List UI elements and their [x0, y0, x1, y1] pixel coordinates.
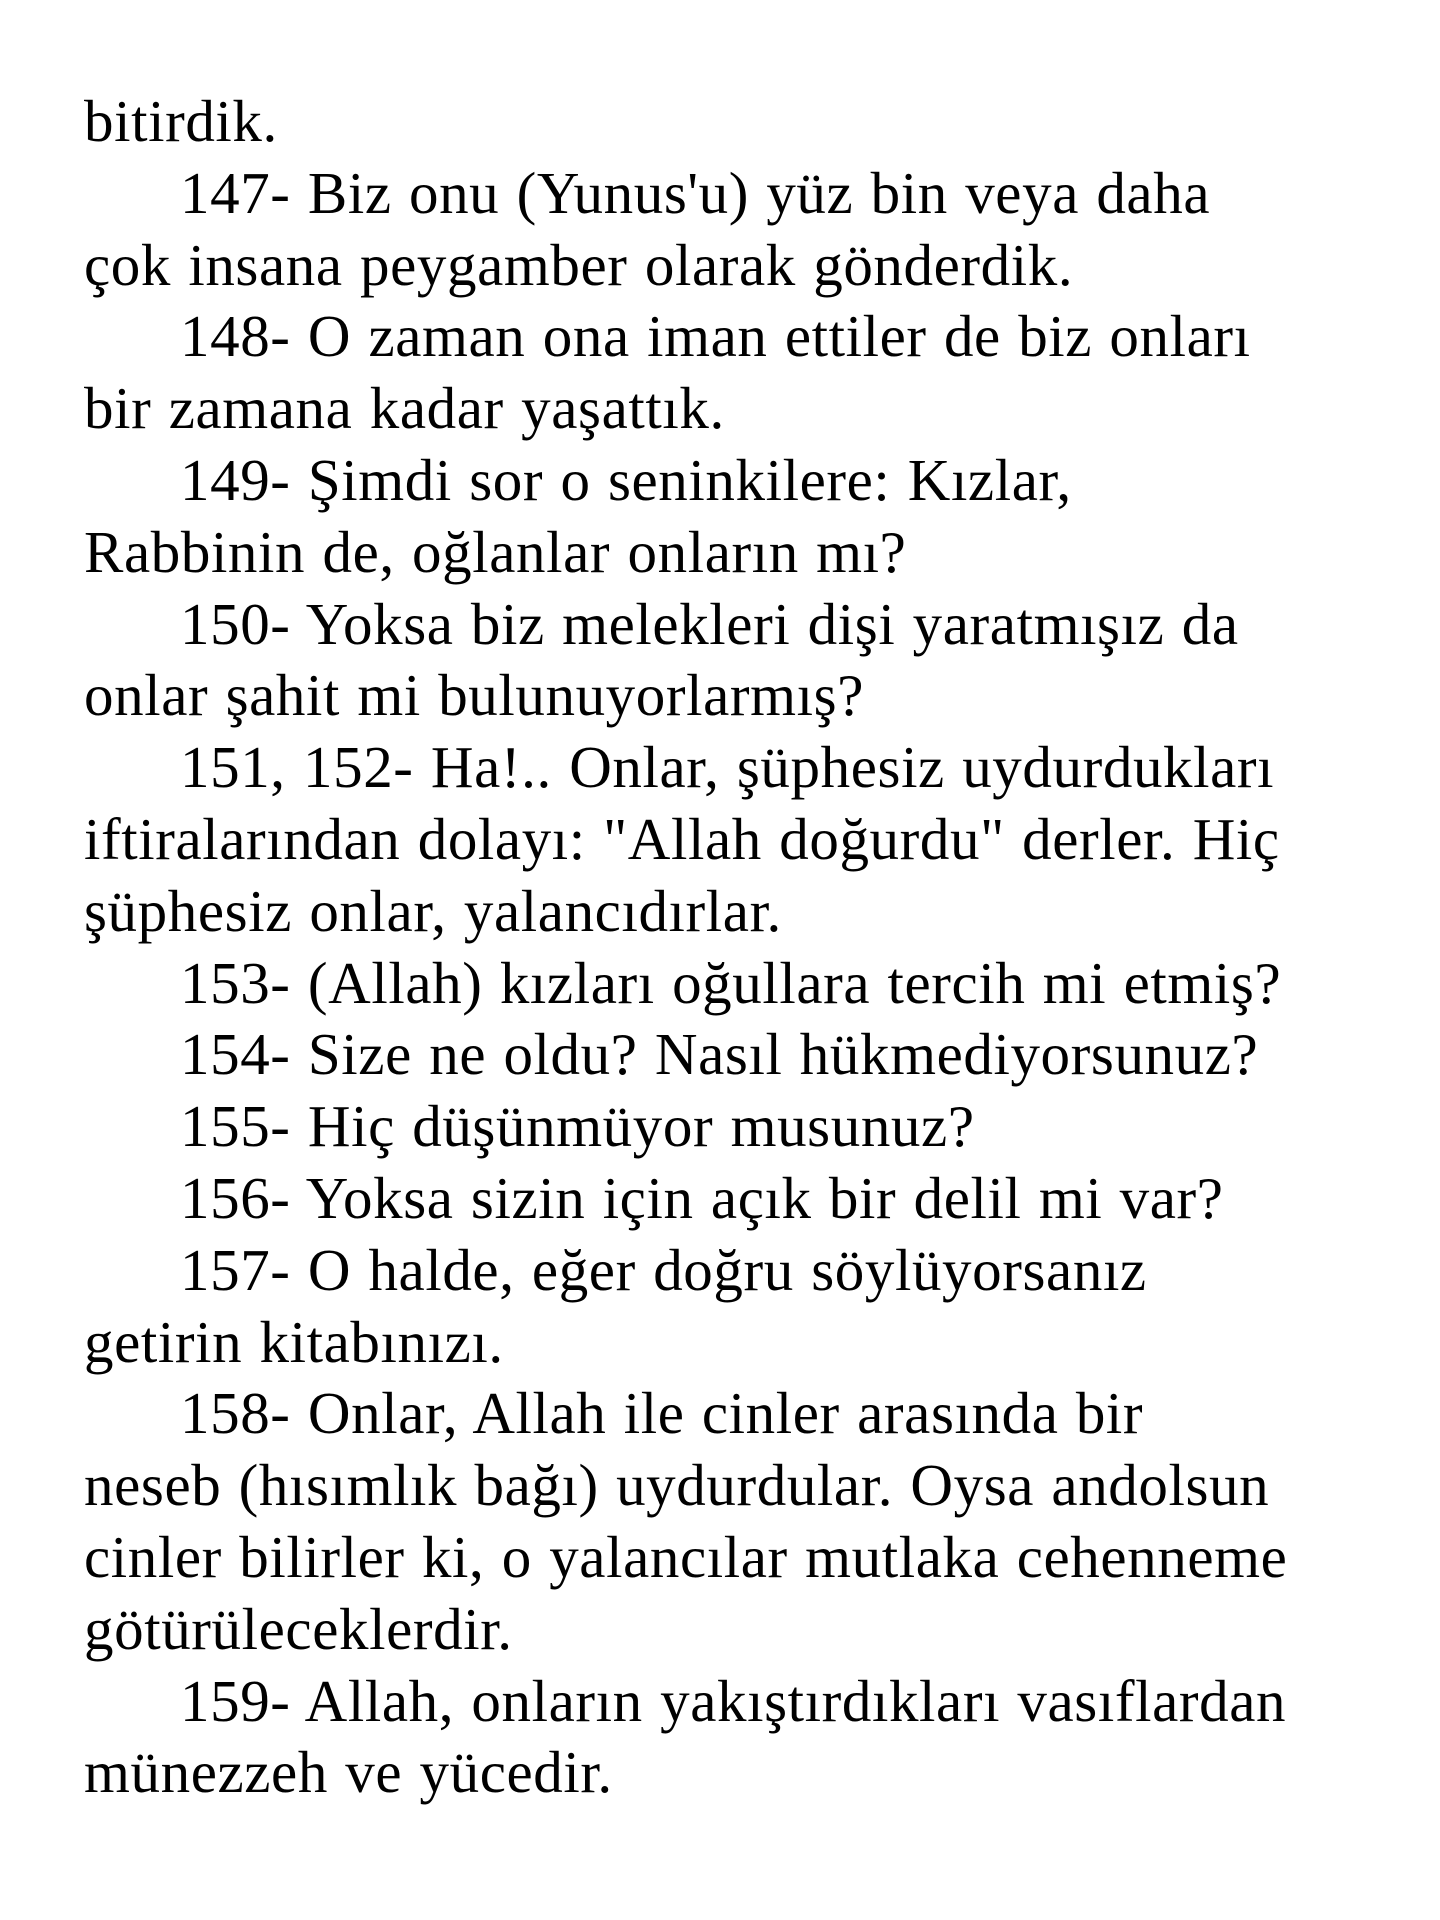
- text-line: çok insana peygamber olarak gönderdik.: [84, 231, 1074, 298]
- text-line: şüphesiz onlar, yalancıdırlar.: [84, 877, 782, 944]
- verse-158-line: 158- Onlar, Allah ile cinler arasında bir: [180, 1380, 1144, 1447]
- text-line: münezzeh ve yücedir.: [84, 1739, 613, 1806]
- verse-150-line: 150- Yoksa biz melekleri dişi yaratmışız da: [180, 590, 1239, 657]
- body-text: [84, 86, 1384, 1809]
- verse-156-line: 156- Yoksa sizin için açık bir delil mi var?: [180, 1164, 1224, 1231]
- verse-153-line: 153- (Allah) kızları oğullara tercih mi etmiş?: [180, 949, 1282, 1016]
- verse-159-line: 159- Allah, onların yakıştırdıkları vasıflardan: [180, 1667, 1287, 1734]
- text-line: bitirdik.: [84, 88, 278, 154]
- text-line: getirin kitabınızı.: [84, 1308, 504, 1375]
- verse-157-line: 157- O halde, eğer doğru söylüyorsanız: [180, 1236, 1147, 1303]
- verse-147-line: 147- Biz onu (Yunus'u) yüz bin veya daha: [180, 159, 1211, 226]
- text-line: bir zamana kadar yaşattık.: [84, 375, 725, 442]
- text-line: götürüleceklerdir.: [84, 1595, 513, 1662]
- text-line: cinler bilirler ki, o yalancılar mutlaka cehenneme: [84, 1523, 1288, 1590]
- text-line: onlar şahit mi bulunuyorlarmış?: [84, 662, 864, 729]
- text-line: Rabbinin de, oğlanlar onların mı?: [84, 518, 907, 585]
- verse-151-152-line: 151, 152- Ha!.. Onlar, şüphesiz uydurdukları: [180, 734, 1275, 801]
- text-line: neseb (hısımlık bağı) uydurdular. Oysa andolsun: [84, 1452, 1270, 1519]
- verse-149-line: 149- Şimdi sor o seninkilere: Kızlar,: [180, 446, 1072, 513]
- verse-155-line: 155- Hiç düşünmüyor musunuz?: [180, 1093, 975, 1160]
- text-line: iftiralarından dolayı: "Allah doğurdu" derler. Hiç: [84, 805, 1280, 872]
- verse-154-line: 154- Size ne oldu? Nasıl hükmediyorsunuz?: [180, 1021, 1259, 1088]
- verse-148-line: 148- O zaman ona iman ettiler de biz onları: [180, 303, 1251, 370]
